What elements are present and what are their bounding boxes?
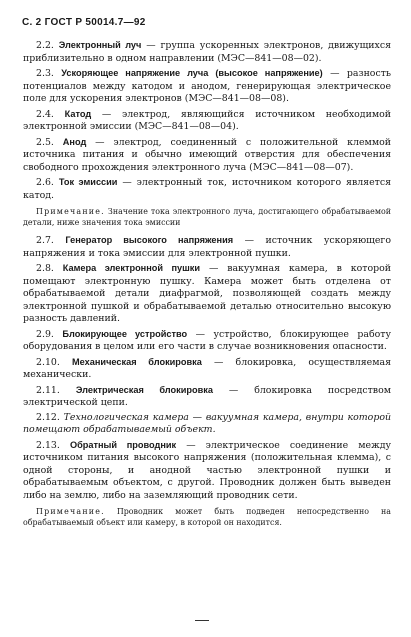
term: Ускоряющее напряжение луча (высокое напряжение) bbox=[61, 68, 323, 78]
definition-2-7: 2.7. Генератор высокого напряжения — источник ускоряющего напряжения и тока эмиссии для электронной пушки. bbox=[23, 235, 391, 259]
bottom-dash-divider bbox=[195, 620, 209, 621]
page-header bbox=[22, 17, 146, 28]
definition-2-12: 2.12. Технологическая камера — вакуумная камера, внутри которой помещают обрабатываемый объект. bbox=[23, 411, 391, 435]
term: Электронный луч bbox=[58, 40, 142, 50]
term: Генератор высокого напряжения bbox=[65, 235, 234, 245]
definition-2-13: 2.13. Обратный проводник — электрическое соединение между источником питания высокого напряжения (положительная клемма), с одной стороны, и анодной частью электронной пушки и обрабатываемым объектом, с другой. Проводник должен быть выведен либо на землю, либо на заземляющий проводник сети. bbox=[23, 439, 392, 501]
term: Механическая блокировка bbox=[72, 356, 202, 367]
definition-2-8: 2.8. Камера электронной пушки — вакуумная камера, в которой помещают электронную пушку. Камера может быть отделена от обрабатываемой детали диафрагмой, позволяющей создать между электронной пушкой и обрабатываемой деталью относительно высокую разность давлений. bbox=[23, 263, 391, 324]
definition-2-4: 2.4. Катод — электрод, являющийся источником необходимой электронной эмиссии (МЭС—841—08—04). bbox=[23, 108, 391, 132]
term: Анод bbox=[62, 136, 87, 147]
term: Ток эмиссии bbox=[58, 177, 118, 187]
definition-2-3: 2.3. Ускоряющее напряжение луча (высокое напряжение) — разность потенциалов между катодом и анодом, генерирующая электрическое поле для ускорения электронов (МЭС—841—08—08). bbox=[23, 68, 391, 104]
term: Катод bbox=[64, 108, 92, 119]
document-body bbox=[23, 39, 391, 534]
term: Электрическая блокировка bbox=[75, 384, 213, 395]
standard-code: ГОСТ Р 50014.7—92 bbox=[44, 17, 146, 28]
definition-2-6: 2.6. Ток эмиссии — электронный ток, источником которого является катод. bbox=[23, 177, 391, 201]
page-number: С. 2 bbox=[22, 17, 42, 28]
definition-2-9: 2.9. Блокирующее устройство — устройство, блокирующее работу оборудования в целом или его части в случае возникновения опасности. bbox=[23, 328, 391, 352]
note-return-conductor: Примечание. Проводник может быть подведен непосредственно на обрабатываемый объект или камеру, в которой он находится. bbox=[23, 507, 391, 527]
term: Камера электронной пушки bbox=[62, 263, 201, 273]
definition-2-2: 2.2. Электронный луч — группа ускоренных электронов, движущихся приблизительно в одном направлении (МЭС—841—08—02). bbox=[23, 40, 392, 64]
definition-2-5: 2.5. Анод — электрод, соединенный с положительной клеммой источника питания и обычно имеющий отверстия для обеспечения свободного прохождения электронного луча (МЭС—841—08—07). bbox=[23, 136, 392, 173]
term: Блокирующее устройство bbox=[62, 328, 188, 339]
definition-2-10: 2.10. Механическая блокировка — блокировка, осуществляемая механически. bbox=[23, 356, 392, 380]
note-emission-current: Примечание. Значение тока электронного луча, достигающего обрабатываемой детали, ниже значения тока эмиссии bbox=[23, 207, 391, 227]
term: Обратный проводник bbox=[69, 439, 177, 450]
definition-2-11: 2.11. Электрическая блокировка — блокировка посредством электрической цепи. bbox=[23, 384, 391, 408]
